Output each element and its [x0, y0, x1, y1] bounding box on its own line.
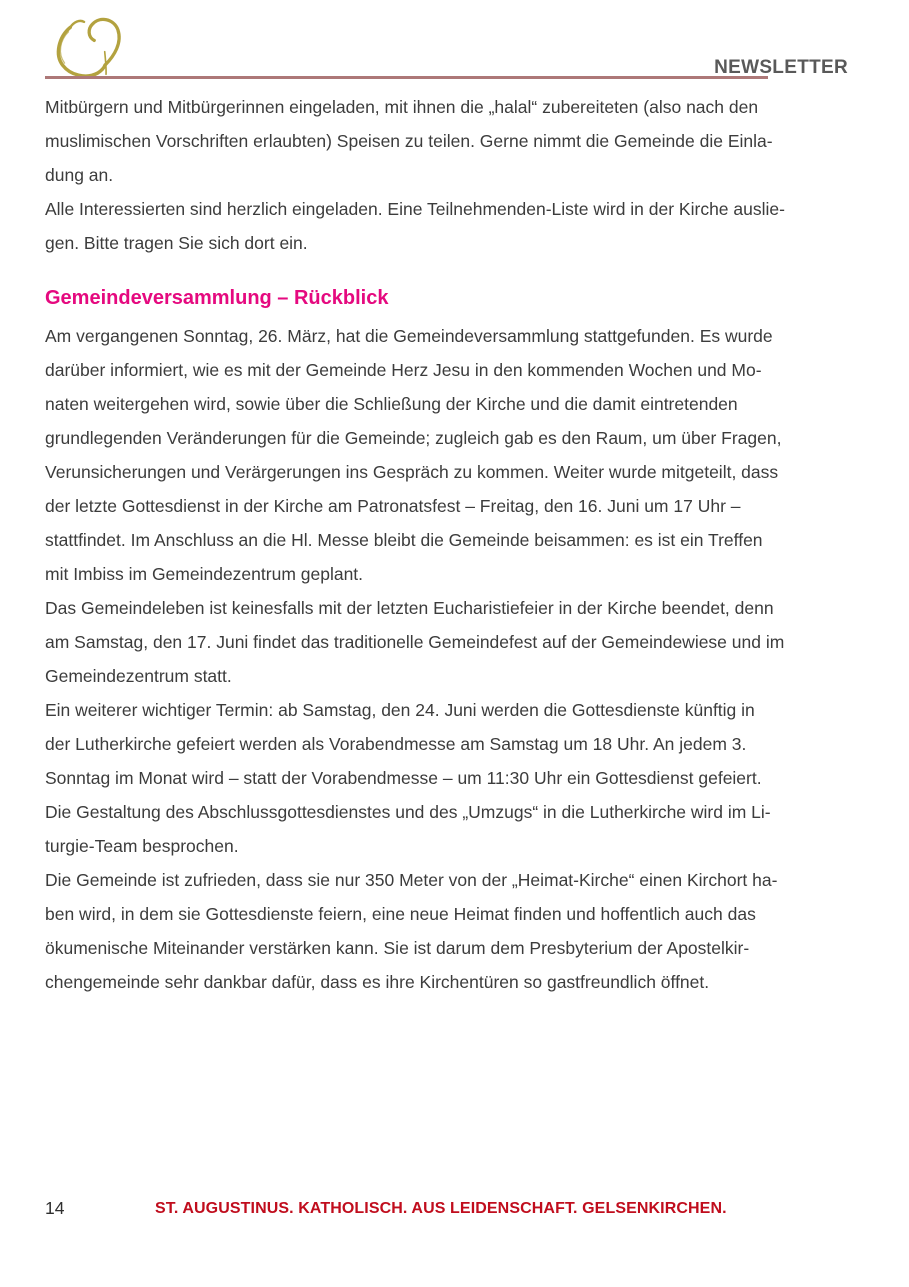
text-line: Alle Interessierten sind herzlich eingeladen. Eine Teilnehmenden-Liste wird in der Kirche auslie- [45, 199, 785, 219]
page-number: 14 [45, 1198, 65, 1218]
text-line: am Samstag, den 17. Juni findet das traditionelle Gemeindefest auf der Gemeindewiese und im [45, 632, 785, 652]
text-line: dung an. [45, 165, 114, 185]
text-line: ökumenische Miteinander verstärken kann. Sie ist darum dem Presbyterium der Apostelkir- [45, 938, 750, 958]
text-line: mit Imbiss im Gemeindezentrum geplant. [45, 564, 364, 584]
header-rule [45, 76, 768, 79]
text-line: gen. Bitte tragen Sie sich dort ein. [45, 233, 308, 253]
intro-paragraph [45, 90, 785, 260]
text-line: Das Gemeindeleben ist keinesfalls mit der letzten Eucharistiefeier in der Kirche beendet, denn [45, 598, 774, 618]
text-line: Sonntag im Monat wird – statt der Vorabendmesse – um 11:30 Uhr ein Gottesdienst gefeiert. [45, 768, 762, 788]
text-line: muslimischen Vorschriften erlaubten) Speisen zu teilen. Gerne nimmt die Gemeinde die Einla- [45, 131, 773, 151]
newsletter-header-label: NEWSLETTER [714, 57, 848, 78]
text-line: Verunsicherungen und Verärgerungen ins Gespräch zu kommen. Weiter wurde mitgeteilt, dass [45, 462, 779, 482]
text-line: ben wird, in dem sie Gottesdienste feiern, eine neue Heimat finden und hoffentlich auch das [45, 904, 756, 924]
text-line: Gemeindezentrum statt. [45, 666, 232, 686]
section-paragraph [45, 319, 784, 999]
text-line: Am vergangenen Sonntag, 26. März, hat die Gemeindeversammlung stattgefunden. Es wurde [45, 326, 773, 346]
text-line: der Lutherkirche gefeiert werden als Vorabendmesse am Samstag um 18 Uhr. An jedem 3. [45, 734, 747, 754]
text-line: grundlegenden Veränderungen für die Gemeinde; zugleich gab es den Raum, um über Fragen, [45, 428, 782, 448]
text-line: turgie-Team besprochen. [45, 836, 239, 856]
text-line: der letzte Gottesdienst in der Kirche am Patronatsfest – Freitag, den 16. Juni um 17 Uhr – [45, 496, 741, 516]
text-line: naten weitergehen wird, sowie über die Schließung der Kirche und die damit eintretenden [45, 394, 738, 414]
text-line: darüber informiert, wie es mit der Gemeinde Herz Jesu in den kommenden Wochen und Mo- [45, 360, 762, 380]
text-line: chengemeinde sehr dankbar dafür, dass es ihre Kirchentüren so gastfreundlich öffnet. [45, 972, 710, 992]
text-line: Mitbürgern und Mitbürgerinnen eingeladen, mit ihnen die „halal“ zubereiteten (also nach den [45, 97, 759, 117]
heart-logo-icon [52, 14, 130, 84]
text-line: Die Gestaltung des Abschlussgottesdienstes und des „Umzugs“ in die Lutherkirche wird im Li- [45, 802, 771, 822]
section-heading: Gemeindeversammlung – Rückblick [45, 287, 389, 309]
text-line: Ein weiterer wichtiger Termin: ab Samstag, den 24. Juni werden die Gottesdienste künftig in [45, 700, 755, 720]
text-line: stattfindet. Im Anschluss an die Hl. Messe bleibt die Gemeinde beisammen: es ist ein Treffen [45, 530, 763, 550]
footer-slogan: ST. AUGUSTINUS. KATHOLISCH. AUS LEIDENSCHAFT. GELSENKIRCHEN. [155, 1200, 727, 1217]
text-line: Die Gemeinde ist zufrieden, dass sie nur 350 Meter von der „Heimat-Kirche“ einen Kirchort ha- [45, 870, 778, 890]
